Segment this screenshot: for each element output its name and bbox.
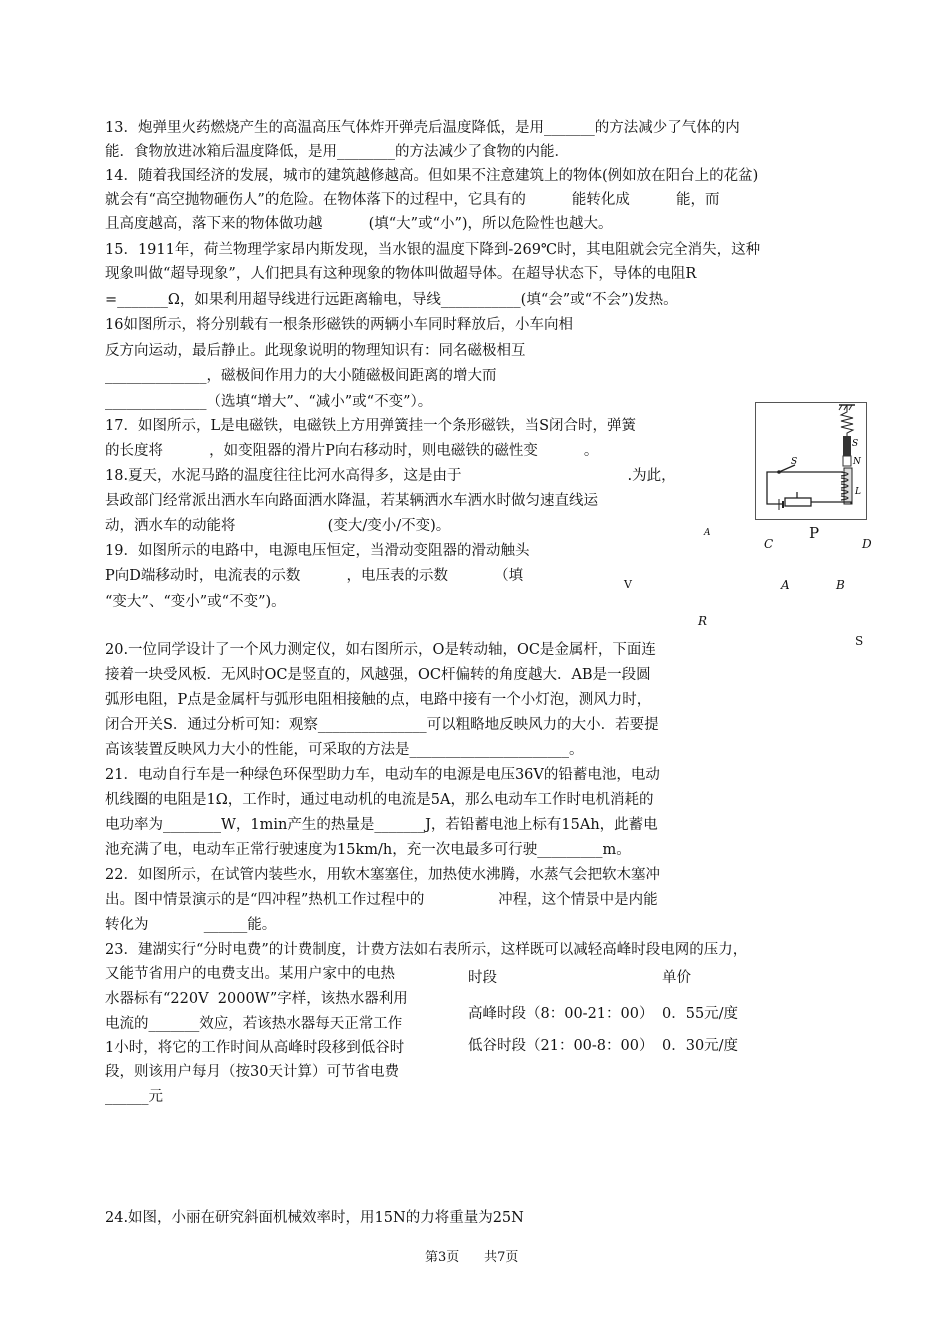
q21-line-4: 池充满了电，电动车正常行驶速度为15km/h，充一次电最多可行驶_________m。: [105, 842, 631, 858]
q21-line-1: 21．电动自行车是一种绿色环保型助力车，电动车的电源是电压36V的铅蓄电池，电动: [105, 767, 660, 783]
q20-line-1: 20.一位同学设计了一个风力测定仪，如右图所示，O是转动轴，OC是金属杆，下面连: [105, 642, 656, 658]
q16-line-3: ______________，磁极间作用力的大小随磁极间距离的增大而: [105, 368, 497, 384]
q22-line-2: 出。图中情景演示的是“四冲程”热机工作过程中的 冲程，这个情景中是内能: [105, 892, 658, 908]
q20-line-4: 闭合开关S．通过分析可知：观察_______________可以粗略地反映风力的大小．若要提: [105, 717, 659, 733]
q17-line-2: 的长度将 ，如变阻器的滑片P向右移动时，则电磁铁的磁性变 。: [105, 443, 599, 459]
q18-line-2: 县政部门经常派出洒水车向路面洒水降温，若某辆洒水车洒水时做匀速直线运: [105, 493, 598, 509]
q16-line-1: 16如图所示，将分别载有一根条形磁铁的两辆小车同时释放后，小车向相: [105, 317, 573, 333]
electromagnet-diagram: [755, 402, 867, 520]
q21-line-3: 电功率为________W，1min产生的热量是_______J，若铅蓄电池上标有15Ah，此蓄电: [105, 817, 658, 833]
q15-line-3: =_______Ω，如果利用超导线进行远距离输电，导线___________(填“会”或“不会”)发热。: [105, 292, 678, 308]
q20-line-3: 弧形电阻，P点是金属杆与弧形电阻相接触的点，电路中接有一个小灯泡，测风力时，: [105, 692, 652, 708]
q16-line-4: ______________（选填“增大”、“减小”或“不变”）。: [105, 394, 433, 410]
q23-line-1: 23．建湖实行“分时电费”的计费制度，计费方法如右表所示，这样既可以减轻高峰时段电网的压力，: [105, 942, 748, 958]
electromagnet-figure: [755, 402, 867, 520]
table-header-price: 单价: [662, 970, 691, 986]
q15-line-2: 现象叫做“超导现象”，人们把具有这种现象的物体叫做超导体。在超导状态下，导体的电阻R: [105, 266, 697, 282]
magnet-s-label: S: [852, 439, 859, 449]
resistor-r-label: R: [698, 614, 708, 628]
q18-line-3: 动，洒水车的动能将 (变大/变小/不变)。: [105, 518, 451, 534]
table-cell-valley-price: 0．30元/度: [662, 1038, 739, 1054]
table-cell-peak-price: 0．55元/度: [662, 1006, 739, 1022]
q14-line-1: 14．随着我国经济的发展，城市的建筑越修越高。但如果不注意建筑上的物体(例如放在阳台上的花盆): [105, 168, 759, 184]
q16-line-2: 反方向运动，最后静止。此现象说明的物理知识有：同名磁极相互: [105, 343, 526, 359]
terminal-d-label: D: [862, 537, 872, 551]
q17-line-1: 17．如图所示，L是电磁铁，电磁铁上方用弹簧挂一个条形磁铁，当S闭合时，弹簧: [105, 418, 637, 434]
q21-line-2: 机线圈的电阻是1Ω，工作时，通过电动机的电流是5A，那么电动车工作时电机消耗的: [105, 792, 654, 808]
q19-line-1: 19．如图所示的电路中，电源电压恒定，当滑动变阻器的滑动触头: [105, 543, 530, 559]
page-footer: 第3页 共7页: [425, 1250, 519, 1265]
switch-s2-label: S: [855, 634, 864, 648]
coil-l-label: L: [855, 487, 861, 497]
terminal-a-label: A: [781, 578, 790, 592]
q24-line-1: 24.如图，小丽在研究斜面机械效率时，用15N的力将重量为25N: [105, 1210, 524, 1226]
q15-line-1: 15．1911年，荷兰物理学家昂内斯发现，当水银的温度下降到-269℃时，其电阻就会完全消失，这种: [105, 242, 761, 258]
q19-line-3: “变大”、“变小”或“不变”)。: [105, 594, 286, 610]
q23-line-4: 电流的_______效应，若该热水器每天正常工作: [105, 1016, 403, 1032]
q18-line-1: 18.夏天，水泥马路的温度往往比河水高得多，这是由于 .为此，: [105, 468, 676, 484]
q23-line-6: 段，则该用户每月（按30天计算）可节省电费: [105, 1064, 399, 1080]
terminal-b-label: B: [836, 578, 845, 592]
table-cell-valley-period: 低谷时段（21：00-8：00）: [468, 1038, 654, 1054]
q14-line-2: 就会有“高空抛物砸伤人”的危险。在物体落下的过程中，它具有的 能转化成 能，而: [105, 192, 720, 208]
q20-line-2: 接着一块受风板．无风时OC是竖直的，风越强，OC杆偏转的角度越大．AB是一段圆: [105, 667, 651, 683]
q20-line-5: 高该装置反映风力大小的性能，可采取的方法是______________________。: [105, 742, 584, 758]
q23-line-5: 1小时，将它的工作时间从高峰时段移到低谷时: [105, 1040, 405, 1056]
q23-line-2: 又能节省用户的电费支出。某用户家中的电热: [105, 966, 395, 982]
ammeter-label: A: [704, 528, 711, 538]
voltmeter-label: V: [624, 578, 632, 591]
q19-line-2: P向D端移动时，电流表的示数 ，电压表的示数 （填: [105, 568, 524, 584]
q23-line-7: ______元: [105, 1089, 163, 1105]
magnet-n-label: N: [853, 457, 861, 467]
table-cell-peak-period: 高峰时段（8：00-21：00）: [468, 1006, 654, 1022]
q13-line-1: 13．炮弹里火药燃烧产生的高温高压气体炸开弹壳后温度降低，是用_______的方法减少了气体的内: [105, 120, 740, 136]
terminal-c-label: C: [764, 537, 774, 551]
q14-line-3: 且高度越高，落下来的物体做功越 (填“大”或“小”)，所以危险性也越大。: [105, 216, 613, 232]
slider-p-label: P: [809, 524, 820, 542]
q22-line-3: 转化为 ______能。: [105, 917, 277, 933]
switch-s-label: S: [791, 457, 798, 467]
table-header-period: 时段: [468, 970, 497, 986]
q22-line-1: 22．如图所示，在试管内装些水，用软木塞塞住，加热使水沸腾，水蒸气会把软木塞冲: [105, 867, 660, 883]
q23-line-3: 水器标有“220V 2000W”字样，该热水器利用: [105, 991, 408, 1007]
q13-line-2: 能．食物放进冰箱后温度降低，是用________的方法减少了食物的内能．: [105, 144, 569, 160]
